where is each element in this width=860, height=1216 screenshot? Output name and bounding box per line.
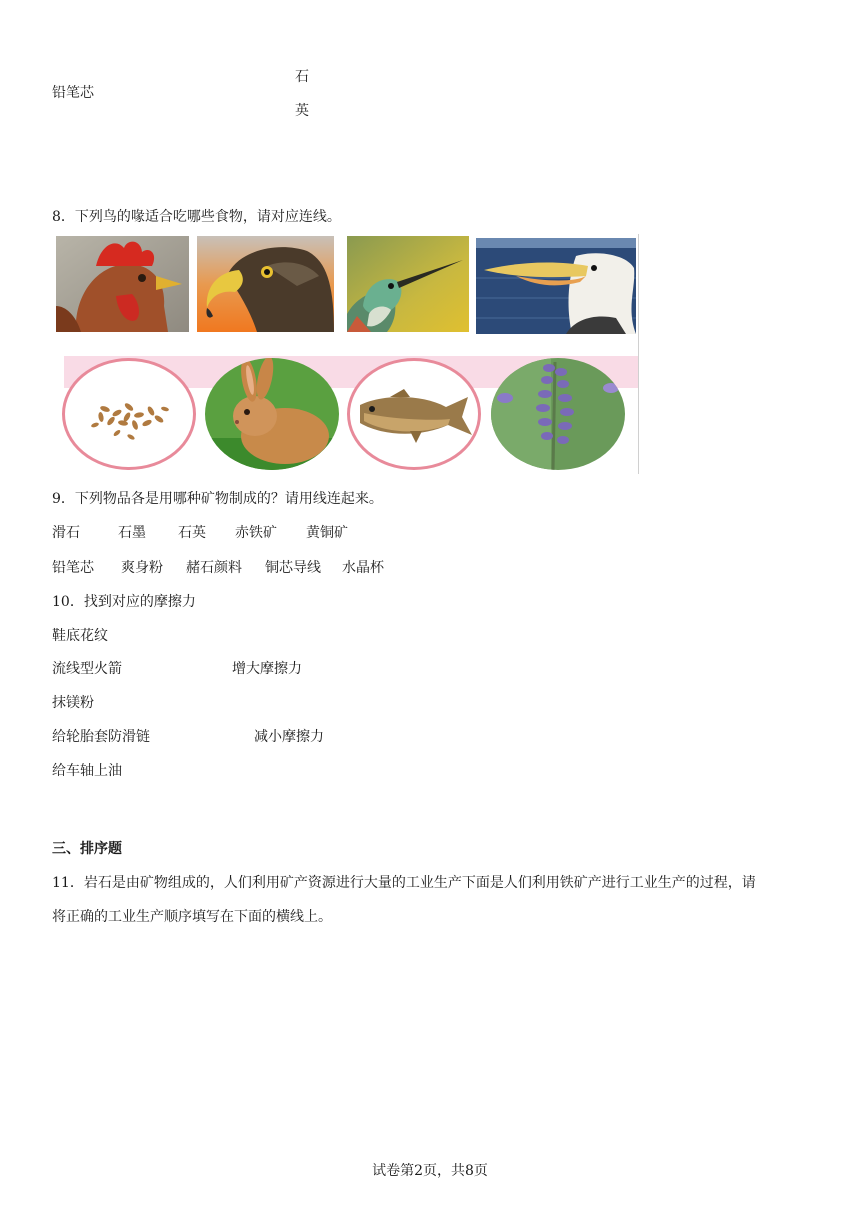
q7-right-char-2: 英 [295, 103, 309, 119]
hummingbird-image [347, 236, 469, 332]
lavender-image [491, 358, 625, 470]
q9-item-4: 铜芯导线 [265, 560, 321, 576]
q10-left-2: 流线型火箭 [52, 661, 122, 677]
q9-mineral-5: 黄铜矿 [306, 525, 348, 541]
q9-item-2: 爽身粉 [121, 560, 163, 576]
grain-image [62, 358, 196, 470]
q10-right-2: 减小摩擦力 [254, 729, 324, 745]
q8-question: 8．下列鸟的喙适合吃哪些食物，请对应连线。 [52, 209, 341, 225]
q10-right-1: 增大摩擦力 [232, 661, 302, 677]
q11-line-2: 将正确的工业生产顺序填写在下面的横线上。 [52, 909, 332, 925]
rooster-image [56, 236, 189, 332]
q10-left-1: 鞋底花纹 [52, 628, 108, 644]
q9-item-3: 赭石颜料 [186, 560, 242, 576]
q9-item-1: 铅笔芯 [52, 560, 94, 576]
rabbit-image [205, 358, 339, 470]
page-footer: 试卷第2页，共8页 [372, 1163, 488, 1179]
q10-question: 10．找到对应的摩擦力 [52, 594, 196, 610]
q11-line-1: 11．岩石是由矿物组成的，人们利用矿产资源进行大量的工业生产下面是人们利用铁矿产进行工业生产的过程，请 [52, 875, 756, 891]
q10-left-3: 抹镁粉 [52, 695, 94, 711]
q9-mineral-1: 滑石 [52, 525, 80, 541]
q10-left-4: 给轮胎套防滑链 [52, 729, 150, 745]
q7-left-item: 铅笔芯 [52, 85, 94, 101]
pelican-image [476, 238, 636, 334]
q9-question: 9．下列物品各是用哪种矿物制成的？请用线连起来。 [52, 491, 383, 507]
q10-left-5: 给车轴上油 [52, 763, 122, 779]
q9-mineral-3: 石英 [178, 525, 206, 541]
q9-mineral-4: 赤铁矿 [235, 525, 277, 541]
eagle-image [197, 236, 334, 332]
q7-right-char-1: 石 [295, 69, 309, 85]
q9-item-5: 水晶杯 [342, 560, 384, 576]
q9-mineral-2: 石墨 [118, 525, 146, 541]
fish-image [347, 358, 481, 470]
section-heading-sorting: 三、排序题 [52, 841, 122, 857]
